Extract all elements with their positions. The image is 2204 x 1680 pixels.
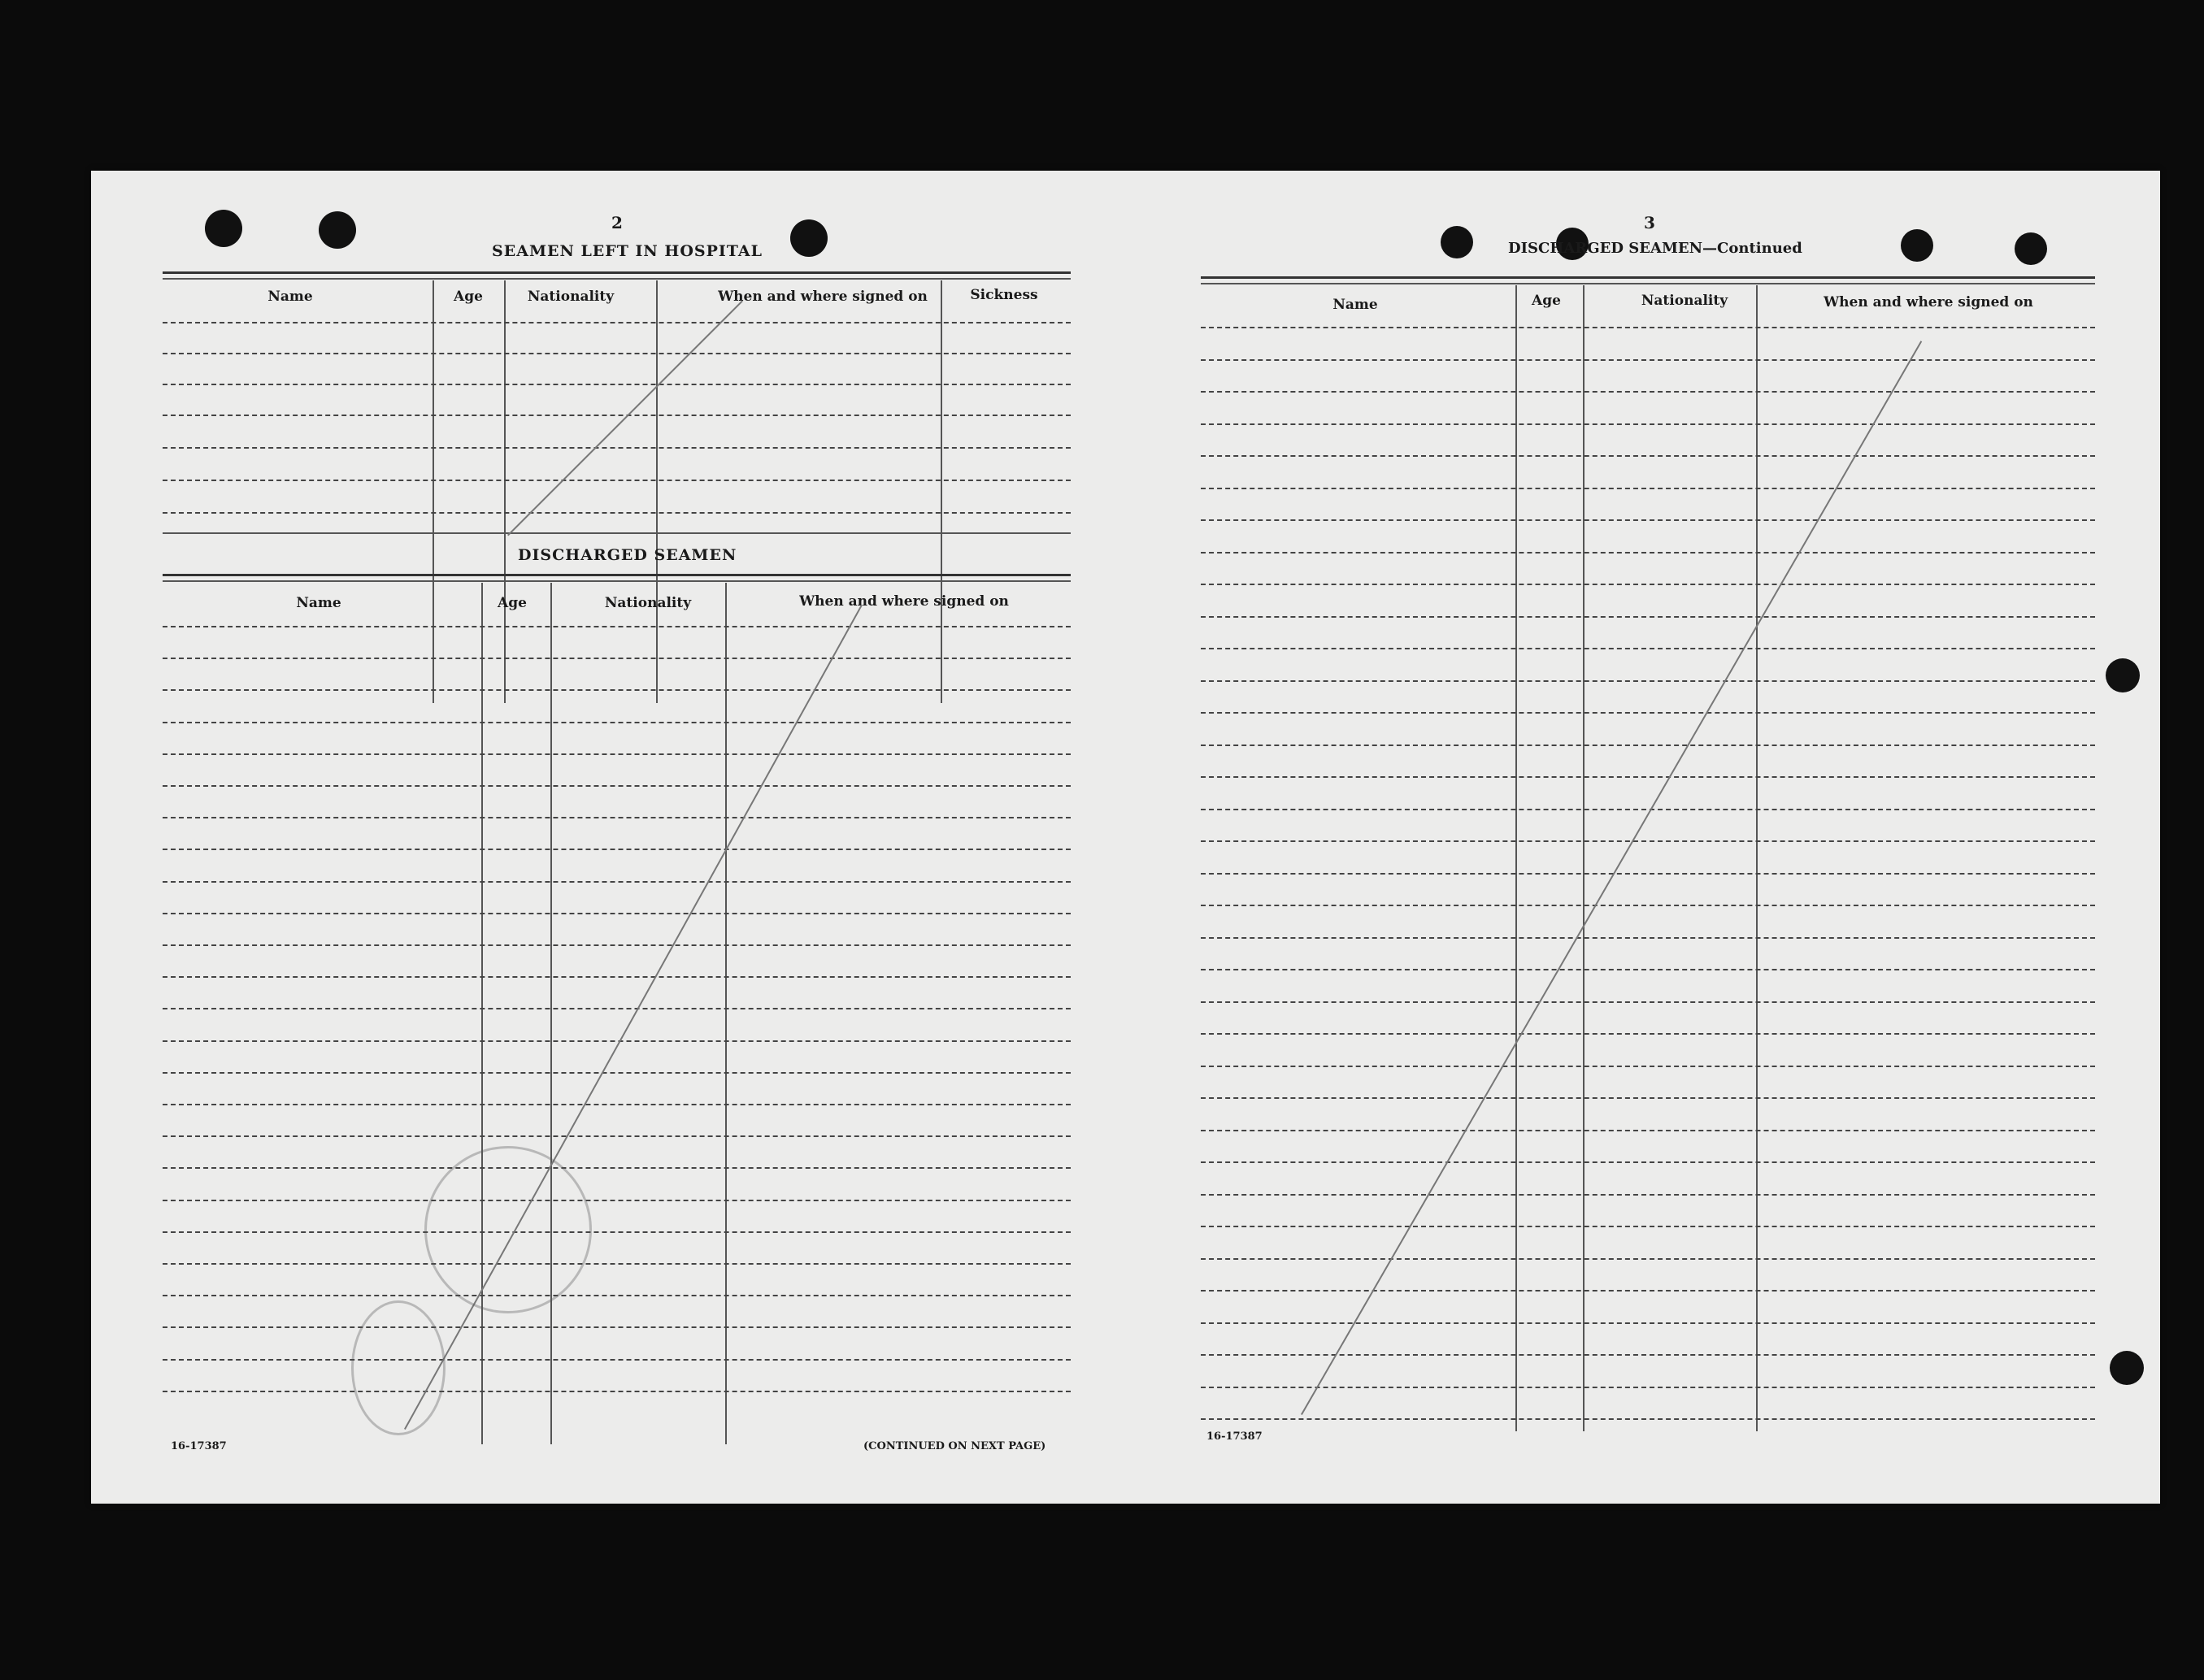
row-line [1201,905,2095,906]
column-divider [1583,285,1585,1431]
row-line [163,384,1071,385]
row-line [163,1104,1071,1105]
row-line [1201,776,2095,778]
row-line [1201,1290,2095,1291]
row-line [163,322,1071,323]
row-line [163,1008,1071,1009]
row-line [163,447,1071,449]
row-line [1201,327,2095,328]
row-line [163,1359,1071,1361]
row-line [1201,519,2095,521]
form-number: 16-17387 [171,1440,227,1452]
column-header-age: Age [498,595,527,611]
column-divider [1515,285,1517,1431]
row-line [163,1391,1071,1392]
punch-hole [1441,226,1473,258]
row-line [163,480,1071,481]
row-line [1201,1322,2095,1324]
row-line [1201,1097,2095,1099]
section-rule [163,580,1071,582]
column-header-nationality: Nationality [1641,293,1728,309]
column-divider [433,280,434,703]
circular-stamp [351,1300,446,1435]
page-number: 2 [611,213,623,232]
row-line [1201,744,2095,746]
row-line [1201,1418,2095,1420]
column-header-age: Age [454,289,483,305]
circular-stamp [424,1146,592,1313]
column-header-nationality: Nationality [527,289,615,305]
section-rule [1201,276,2095,279]
row-line [163,1167,1071,1169]
column-header-name: Name [267,289,313,305]
column-divider [504,280,506,703]
column-divider [656,280,658,703]
row-line [1201,1226,2095,1227]
column-divider [941,280,942,703]
row-line [1201,873,2095,875]
column-header-name: Name [296,595,341,611]
row-line [1201,1387,2095,1388]
row-line [1201,969,2095,970]
section-title-discharged: DISCHARGED SEAMEN [518,546,737,564]
column-divider [725,583,727,1444]
punch-hole [205,210,242,247]
row-line [1201,1161,2095,1163]
row-line [1201,552,2095,553]
row-line [1201,584,2095,585]
row-line [1201,423,2095,425]
row-line [163,1072,1071,1074]
section-rule [163,574,1071,576]
column-divider [1756,285,1758,1431]
column-header-signed-on: When and where signed on [1824,294,2033,310]
row-line [1201,1258,2095,1260]
row-line [1201,1130,2095,1131]
punch-hole [319,211,356,249]
row-line [1201,391,2095,393]
column-header-name: Name [1332,297,1378,313]
row-line [163,1295,1071,1296]
row-line [1201,937,2095,939]
punch-hole [1901,229,1933,262]
column-header-age: Age [1532,293,1561,309]
row-line [1201,680,2095,682]
row-line [1201,1194,2095,1196]
form-sheet [91,171,2160,1504]
row-line [163,913,1071,914]
column-header-signed-on: When and where signed on [718,289,928,305]
row-line [1201,648,2095,649]
row-line [163,1135,1071,1137]
section-rule [163,271,1071,274]
punch-hole [2110,1351,2144,1385]
row-line [163,415,1071,416]
row-line [163,1263,1071,1265]
row-line [163,785,1071,787]
continued-note: (CONTINUED ON NEXT PAGE) [863,1440,1046,1452]
row-line [163,753,1071,755]
cancellation-stroke [507,301,743,536]
row-line [163,817,1071,818]
row-line [163,626,1071,627]
row-line [1201,616,2095,618]
row-line [163,881,1071,883]
section-rule [163,278,1071,280]
row-line [1201,840,2095,842]
row-line [163,1231,1071,1233]
column-header-nationality: Nationality [604,595,692,611]
row-line [163,1326,1071,1328]
row-line [163,512,1071,514]
row-line [163,353,1071,354]
punch-hole [790,219,828,257]
column-header-signed-on: When and where signed on [799,593,1009,610]
row-line [163,689,1071,691]
row-line [1201,1001,2095,1003]
row-line [1201,1066,2095,1067]
row-line [163,1200,1071,1201]
row-line [163,849,1071,850]
punch-hole [2015,232,2047,265]
row-line [163,658,1071,659]
punch-hole [2106,658,2140,692]
form-number: 16-17387 [1206,1430,1263,1443]
column-divider [550,583,552,1444]
row-line [1201,359,2095,361]
column-header-sickness: Sickness [970,287,1038,303]
row-line [1201,488,2095,489]
page-number: 3 [1644,213,1655,232]
cancellation-stroke [1301,341,1922,1415]
row-line [1201,1033,2095,1035]
row-line [163,976,1071,978]
row-line [163,944,1071,946]
row-line [1201,455,2095,457]
row-line [1201,809,2095,810]
column-divider [481,583,483,1444]
row-line [163,722,1071,723]
section-title-hospital: SEAMEN LEFT IN HOSPITAL [492,242,763,260]
row-line [1201,712,2095,714]
row-line [163,1040,1071,1042]
section-rule [163,532,1071,534]
section-title-discharged-continued: DISCHARGED SEAMEN—Continued [1508,240,1802,257]
section-rule [1201,283,2095,284]
